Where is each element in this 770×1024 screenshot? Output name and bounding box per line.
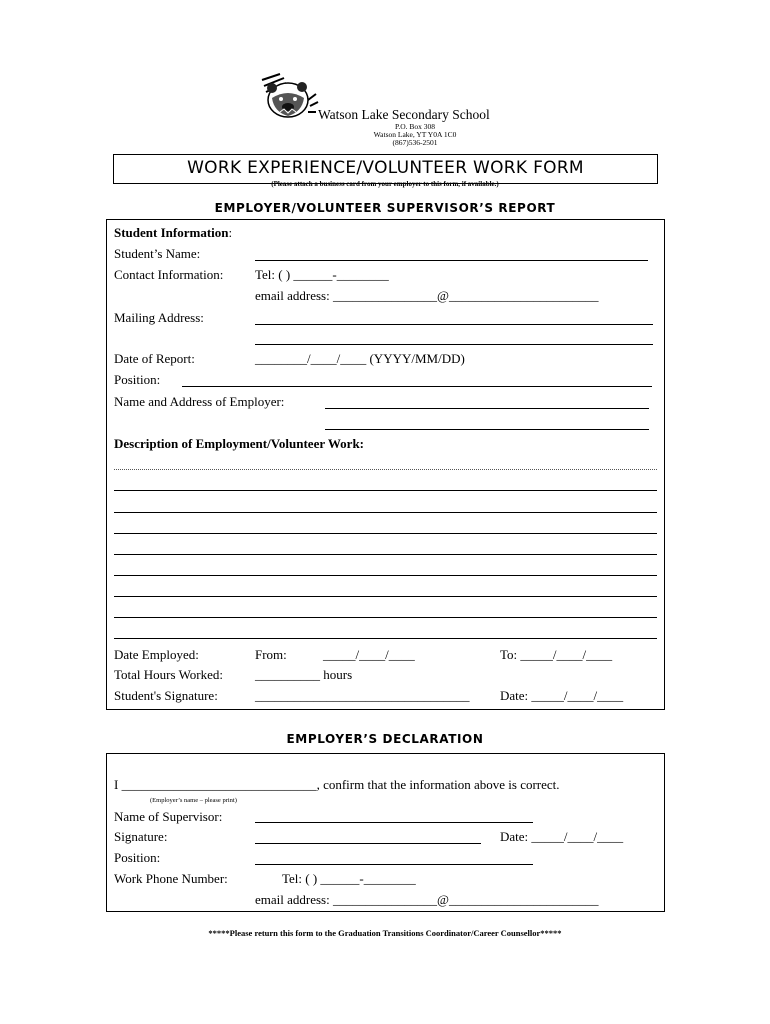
description-line[interactable] bbox=[114, 554, 657, 555]
description-line[interactable] bbox=[114, 533, 657, 534]
date-of-report-field[interactable]: ________/____/____ (YYYY/MM/DD) bbox=[255, 351, 465, 366]
employer-declaration-heading: EMPLOYER’S DECLARATION bbox=[286, 732, 484, 746]
declaration-email-field[interactable]: email address: ________________@_______________________ bbox=[255, 892, 599, 907]
declaration-signature-label: Signature: bbox=[114, 829, 168, 844]
from-label: From: bbox=[255, 647, 287, 662]
supervisor-name-label: Name of Supervisor: bbox=[114, 809, 223, 824]
form-title: WORK EXPERIENCE/VOLUNTEER WORK FORM bbox=[187, 158, 584, 178]
declaration-position-field[interactable] bbox=[255, 864, 533, 865]
school-address-line2: Watson Lake, YT Y0A 1C0 bbox=[373, 130, 457, 139]
school-name: Watson Lake Secondary School bbox=[318, 107, 490, 122]
mailing-address-label: Mailing Address: bbox=[114, 310, 204, 325]
student-signature-date-field[interactable]: Date: _____/____/____ bbox=[500, 688, 624, 703]
student-tel-field[interactable]: Tel: ( ) ______-________ bbox=[255, 267, 389, 282]
position-label: Position: bbox=[114, 372, 161, 387]
description-line[interactable] bbox=[114, 512, 657, 513]
total-hours-label: Total Hours Worked: bbox=[114, 667, 224, 682]
mailing-address-field-2[interactable] bbox=[255, 344, 653, 345]
description-line[interactable] bbox=[114, 490, 657, 491]
student-info-label-text: Student Information bbox=[114, 225, 229, 240]
description-line[interactable] bbox=[114, 617, 657, 618]
student-info-label bbox=[114, 225, 232, 240]
mailing-address-field-1[interactable] bbox=[255, 324, 653, 325]
work-phone-field[interactable]: Tel: ( ) ______-________ bbox=[282, 871, 416, 886]
school-address-line1: P.O. Box 308 bbox=[394, 122, 435, 131]
employer-name-hint: (Employer’s name – please print) bbox=[150, 797, 237, 804]
employer-field-1[interactable] bbox=[325, 408, 649, 409]
position-field[interactable] bbox=[182, 386, 652, 387]
contact-info-label: Contact Information: bbox=[114, 267, 224, 282]
from-date-field[interactable]: _____/____/____ bbox=[323, 647, 415, 662]
date-of-report-label: Date of Report: bbox=[114, 351, 195, 366]
return-note: *****Please return this form to the Graduation Transitions Coordinator/Career Counsellor***** bbox=[208, 928, 562, 938]
business-card-note: (Please attach a business card from your employer to this form, if available.) bbox=[271, 180, 499, 188]
total-hours-field[interactable]: __________ hours bbox=[255, 667, 353, 682]
date-employed-label: Date Employed: bbox=[114, 647, 199, 662]
student-email-field[interactable]: email address: ________________@_______________________ bbox=[255, 288, 599, 303]
student-signature-field[interactable]: _________________________________ bbox=[255, 688, 470, 703]
employer-field-2[interactable] bbox=[325, 429, 649, 430]
student-signature-label: Student's Signature: bbox=[114, 688, 218, 703]
declaration-signature-field[interactable] bbox=[255, 843, 481, 844]
description-line[interactable] bbox=[114, 575, 657, 576]
bear-claw-logo bbox=[258, 72, 320, 122]
students-name-label: Student’s Name: bbox=[114, 246, 201, 261]
school-phone: (867)536-2501 bbox=[392, 138, 438, 147]
declaration-position-label: Position: bbox=[114, 850, 161, 865]
employer-label: Name and Address of Employer: bbox=[114, 394, 285, 409]
declaration-date-field[interactable]: Date: _____/____/____ bbox=[500, 829, 624, 844]
work-phone-label: Work Phone Number: bbox=[114, 871, 228, 886]
description-line[interactable] bbox=[114, 638, 657, 639]
description-line[interactable] bbox=[114, 596, 657, 597]
confirm-statement[interactable]: I ______________________________, confirm that the information above is correct. bbox=[114, 777, 560, 792]
students-name-field[interactable] bbox=[255, 260, 648, 261]
student-info-colon: : bbox=[228, 225, 233, 240]
supervisor-name-field[interactable] bbox=[255, 822, 533, 823]
supervisor-report-heading: EMPLOYER/VOLUNTEER SUPERVISOR’S REPORT bbox=[214, 201, 556, 215]
to-date-field[interactable]: To: _____/____/____ bbox=[500, 647, 613, 662]
description-label: Description of Employment/Volunteer Work: bbox=[114, 436, 365, 451]
description-line[interactable] bbox=[114, 469, 657, 470]
